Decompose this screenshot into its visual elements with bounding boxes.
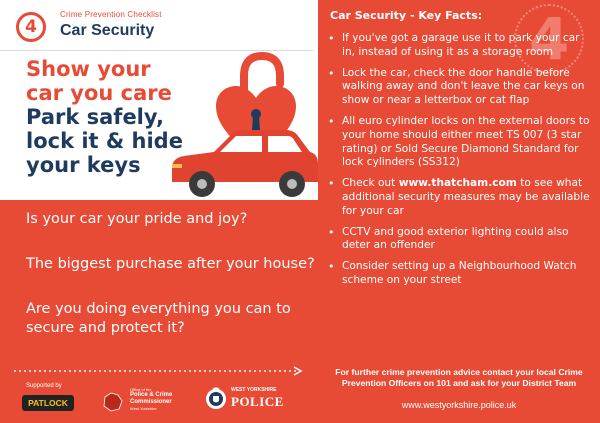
checklist-label: Crime Prevention Checklist [60,10,162,19]
sponsor-bar [0,377,318,423]
question-purchase: The biggest purchase after your house? [26,256,315,272]
headline-line-2: car you care [26,81,172,105]
key-facts-title: Car Security - Key Facts: [330,9,483,22]
car-icon [172,130,318,197]
fact-garage: • If you've got a garage use it to park your car in, instead of using it as a storage room [328,32,590,60]
checklist-number-badge: 4 [16,12,46,42]
pcc-name-line-1: Police & Crime [130,392,173,398]
fact-euro-cylinder: • All euro cylinder locks on the external doors to your home should either meet TS 007 (3 star rating) or Sold Secure Diamond Standard for lock cylinders (SS312) [328,115,590,170]
key-facts-list [328,32,590,295]
page-title: Car Security [60,22,155,39]
west-yorkshire-map-icon [102,391,124,413]
headline-line-5: your keys [26,153,141,177]
further-advice-text: For further crime prevention advice contact your local Crime Prevention Officers on 101 and ask for your District Team [335,367,583,388]
pcc-region-label: West Yorkshire [130,406,157,411]
big-number-watermark: 4 [514,4,584,74]
headline-line-3: Park safely, [26,105,164,129]
dotted-arrow [14,366,304,376]
headline-line-1: Show your [26,57,151,81]
supported-by-label: Supported by [26,383,62,389]
police-crest-icon [205,386,227,412]
pcc-name-line-2: Commissioner [130,399,172,405]
patlock-logo: PATLOCK [22,395,74,411]
pcc-office-label: Office of the [130,387,152,392]
question-pride: Is your car your pride and joy? [26,211,248,227]
questions-panel [0,200,318,423]
fact-lock-car: • Lock the car, check the door handle before walking away and don't leave the car keys on show or near a letterbox or cat flap [328,67,590,108]
headline-line-4: lock it & hide [26,129,183,153]
fact-thatcham-pre: Check out [342,177,399,190]
fact-cctv: • CCTV and good exterior lighting could also deter an offender [328,226,590,254]
west-yorkshire-police-logo [205,383,315,419]
car-padlock-illustration [158,50,318,200]
pcc-logo [102,385,202,419]
question-secure: Are you doing everything you can to secure and protect it? [26,301,291,336]
website-link[interactable]: www.westyorkshire.police.uk [401,400,517,410]
wyp-police-label: POLICE [231,394,284,409]
fact-thatcham [328,177,590,218]
fact-neighbourhood-watch: • Consider setting up a Neighbourhood Watch scheme on your street [328,260,590,288]
wyp-region-label: WEST YORKSHIRE [231,387,277,393]
thatcham-link[interactable]: www.thatcham.com [398,177,517,190]
key-facts-panel [318,0,600,423]
fact-thatcham-post: to see what additional security measures may be available for your car [342,177,590,217]
